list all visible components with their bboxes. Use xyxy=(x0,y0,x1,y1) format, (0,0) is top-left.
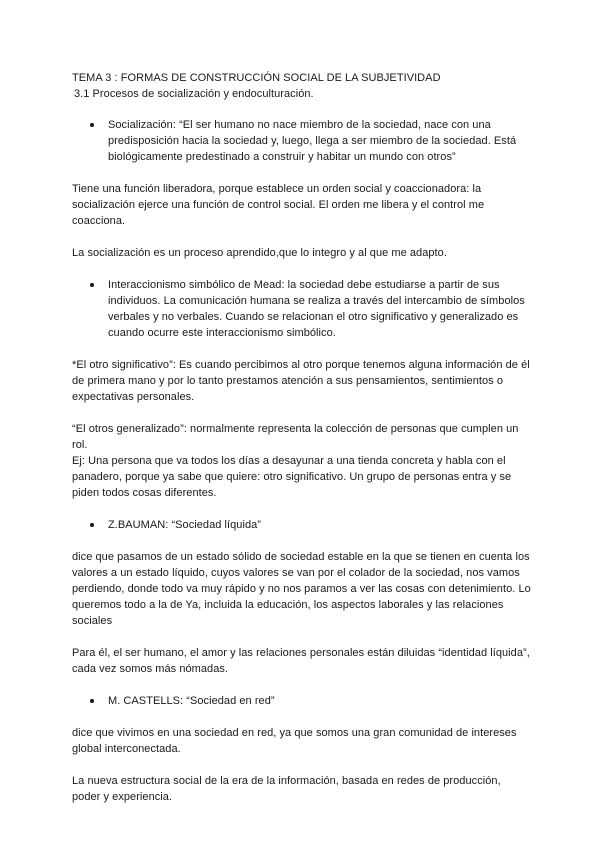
bullet-icon xyxy=(90,699,94,703)
paragraph-otros-generalizado: “El otros generalizado”: normalmente representa la colección de personas que cumplen un rol. xyxy=(72,423,519,451)
paragraph-ejemplo: Ej: Una persona que va todos los días a desayunar a una tienda concreta y habla con el panadero, porque ya sabe que quiere: otro significativo. Un grupo de personas entra y se piden todos cosas diferentes. xyxy=(72,455,512,499)
bullet-icon xyxy=(90,123,94,127)
document-title: TEMA 3 : FORMAS DE CONSTRUCCIÓN SOCIAL DE LA SUBJETIVIDAD xyxy=(72,72,441,84)
bullet-bauman-text: Z.BAUMAN: “Sociedad líquida” xyxy=(108,519,262,531)
paragraph-funcion: Tiene una función liberadora, porque establece un orden social y coaccionadora: la socialización ejerce una función de control social. El orden me libera y el control me coacciona. xyxy=(72,183,485,227)
paragraph-estructura: La nueva estructura social de la era de la información, basada en redes de producción, poder y experiencia. xyxy=(72,775,501,803)
paragraph-proceso: La socialización es un proceso aprendido,que lo integro y al que me adapto. xyxy=(72,247,447,259)
paragraph-bauman: dice que pasamos de un estado sólido de sociedad estable en la que se tienen en cuenta los valores a un estado líquido, cuyos valores se van por el colador de la sociedad, nos vamos perdiendo, donde todo va muy rápido y no nos paramos a ver las cosas con detenimiento. Lo queremos todo a la de Ya, incluida la educación, los aspectos laborales y las relaciones sociales xyxy=(72,551,531,627)
bullet-socializacion-text: Socialización: “El ser humano no nace miembro de la sociedad, nace con una predisposición hacia la sociedad y, luego, llega a ser miembro de la sociedad. Está biológicamente predestinado a construir y habitar un mundo con otros” xyxy=(108,119,517,163)
bullet-icon xyxy=(90,283,94,287)
document-page xyxy=(72,70,532,821)
paragraph-castells: dice que vivimos en una sociedad en red, ya que somos una gran comunidad de intereses global interconectada. xyxy=(72,727,517,755)
bullet-bauman xyxy=(72,517,532,533)
paragraph-otro-significativo: *El otro significativo”: Es cuando percibimos al otro porque tenemos alguna información de él de primera mano y por lo tanto prestamos atención a sus pensamientos, sentimientos o expectativas personales. xyxy=(72,359,530,403)
bullet-mead-text: Interaccionismo simbólico de Mead: la sociedad debe estudiarse a partir de sus individuos. La comunicación humana se realiza a través del intercambio de símbolos verbales y no verbales. Cuando se relacionan el otro significativo y generalizado es cuando ocurre este interaccionismo simbólico. xyxy=(108,279,525,339)
bullet-castells xyxy=(72,693,532,709)
bullet-castells-text: M. CASTELLS: “Sociedad en red” xyxy=(108,695,275,707)
section-subtitle: 3.1 Procesos de socialización y endoculturación. xyxy=(74,88,314,100)
paragraph-identidad: Para él, el ser humano, el amor y las relaciones personales están diluidas “identidad líquida”, cada vez somos más nómadas. xyxy=(72,647,530,675)
bullet-mead xyxy=(72,277,532,341)
bullet-socializacion xyxy=(72,117,532,165)
bullet-icon xyxy=(90,523,94,527)
